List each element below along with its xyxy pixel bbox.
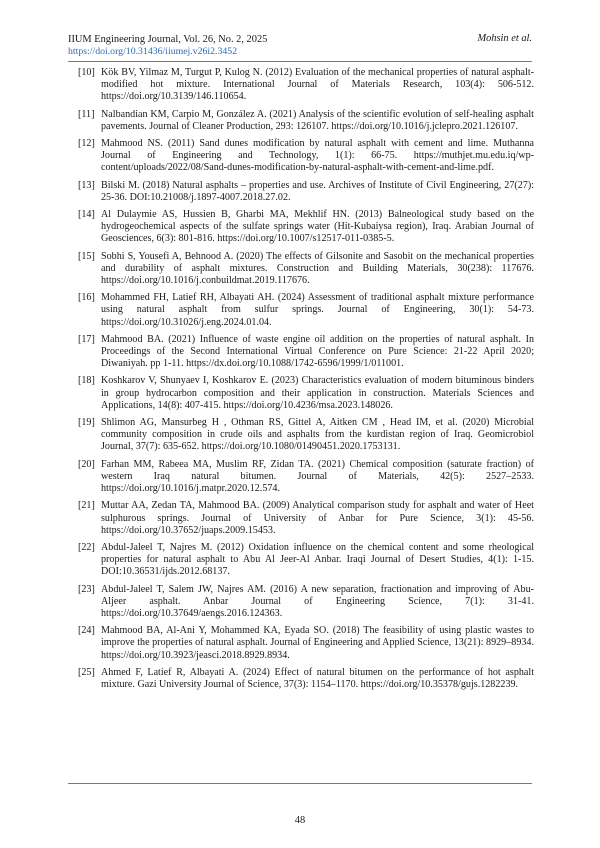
running-authors: Mohsin et al. [477,33,532,44]
reference-text: Nalbandian KM, Carpio M, González A. (2021) Analysis of the scientific evolution of self-healing asphalt pavements. Journal of Cleaner Production, 293: 126107. https://doi.org/10.1016/j.jclepro.2021.126107. [101,108,534,132]
reference-number: [19] [78,417,95,429]
reference-text: Abdul-Jaleel T, Najres M. (2012) Oxidation influence on the chemical content and some rheological properties for natural asphalt to Abu Al Jeer-Al Anbar. Iraqi Journal of Desert Studies, 4(1): 1-15. DOI:10.36531/ijds.2012.68137. [101,541,534,578]
reference-text: Bilski M. (2018) Natural asphalts – properties and use. Archives of Institute of Civil Engineering, 27(27): 25-36. DOI:10.21008/j.1897-4007.2018.27.02. [101,179,534,203]
reference-number: [24] [78,625,95,637]
doi-link[interactable]: https://doi.org/10.31436/iiumej.v26i2.3452 [68,46,238,57]
reference-item [78,209,534,246]
reference-number: [11] [78,108,95,120]
reference-item [78,584,534,621]
reference-text: Muttar AA, Zedan TA, Mahmood BA. (2009) Analytical comparison study for asphalt and water of Heet sulphurous springs. Journal of University of Anbar for Pure Science, 3(1): 45-56. https://doi.org/10.37652/juaps.2009.15453. [101,500,534,536]
reference-text: Shlimon AG, Mansurbeg H , Othman RS, Gittel A, Aitken CM , Head IM, et al. (2020) Microbial community composition in crude oils and asphalts from the kurdistan region of Iraq. Geomicrobiol Journal, 37(7): 635-652. https://doi.org/10.1080/01490451.2020.1753131. [101,417,534,453]
reference-item [78,67,534,104]
reference-text: Kök BV, Yilmaz M, Turgut P, Kulog N. (2012) Evaluation of the mechanical properties of natural asphalt-modified hot mixture. International Journal of Materials Research, 103(4): 506-512. https://doi.org/10.3139/146.110654. [101,67,534,103]
reference-number: [14] [78,209,95,221]
reference-text: Sobhi S, Yousefi A, Behnood A. (2020) The effects of Gilsonite and Sasobit on the mechanical properties and durability of asphalt mixtures. Construction and Building Materials, 30(238): 117676. https://doi.org/10.1016/j.conbuildmat.2019.117676. [101,250,534,287]
reference-item [78,625,534,662]
reference-number: [22] [78,541,95,553]
reference-text: Farhan MM, Rabeea MA, Muslim RF, Zidan TA. (2021) Chemical composition (saturate fraction) of western Iraq natural bitumen. Journal of Materials, 42(5): 2527–2533. https://doi.org/10.1016/j.matpr.2020.12.574. [101,458,534,495]
reference-number: [25] [78,666,95,678]
reference-item [78,667,534,691]
reference-item [78,417,534,454]
reference-item [78,500,534,537]
reference-item [78,138,534,175]
reference-number: [21] [78,500,95,512]
page-number: 48 [294,815,306,826]
reference-text: Ahmed F, Latief R, Albayati A. (2024) Effect of natural bitumen on the performance of hot asphalt mixture. Gazi University Journal of Science, 37(3): 1154–1170. https://doi.org/10.35378/gujs.1282239. [101,666,534,690]
footer-divider [68,783,532,784]
reference-number: [12] [78,138,95,150]
reference-item [78,251,534,288]
reference-number: [16] [78,292,95,304]
reference-item [78,334,534,371]
reference-item [78,459,534,496]
journal-citation: IIUM Engineering Journal, Vol. 26, No. 2, 2025 [68,34,268,45]
reference-item [78,375,534,412]
reference-item [78,292,534,329]
reference-text: Mahmood BA. (2021) Influence of waste engine oil addition on the properties of natural asphalt. In Proceedings of the Second International Virtual Conference on Pure Science: 21-22 April 2020; Diwaniyah. pp 1-11. https://dx.doi.org/10.1088/1742-6596/1999/1/011001. [101,333,534,370]
reference-list [78,67,534,696]
reference-number: [18] [78,375,95,387]
reference-text: Al Dulaymie AS, Hussien B, Gharbi MA, Mekhlif HN. (2013) Balneological study based on the hydrogeochemical aspects of the sulfate springs water (Hit-Kubaiysa region), Iraq. Arabian Journal of Geosciences, 6(3): 801-816. https://doi.org/10.1007/s12517-011-0385-5. [101,209,534,245]
running-header [68,33,532,58]
reference-number: [23] [78,583,95,595]
reference-text: Mahmood BA, Al-Ani Y, Mohammed KA, Eyada SO. (2018) The feasibility of using plastic wastes to improve the properties of natural asphalt. Journal of Engineering and Applied Science, 13(21): 8929–8934. https://doi.org/10.3923/jeasci.2018.8929.8934. [101,625,534,661]
reference-number: [13] [78,179,95,191]
reference-text: Mohammed FH, Latief RH, Albayati AH. (2024) Assessment of traditional asphalt mixture performance using natural asphalt from sulfur springs. Journal of Engineering, 30(1): 54-73. https://doi.org/10.31026/j.eng.2024.01.04. [101,292,534,328]
reference-number: [17] [78,333,95,345]
reference-text: Koshkarov V, Shunyaev I, Koshkarov E. (2023) Characteristics evaluation of modern bituminous binders in group hydrocarbon composition and their application in construction. Materials Sciences and Applications, 14(8): 407-415. https://doi.org/10.4236/msa.2023.148026. [101,375,534,411]
reference-number: [20] [78,458,95,470]
reference-text: Abdul-Jaleel T, Salem JW, Najres AM. (2016) A new separation, fractionation and improving of Abu- Aljeer asphalt. Anbar Journal of Engineering Science, 7(1): 31-41. https://doi.org/10.37649/aengs.2016.124363. [101,583,534,619]
reference-item [78,109,534,133]
reference-item [78,542,534,579]
reference-number: [15] [78,250,95,262]
reference-text: Mahmood NS. (2011) Sand dunes modification by natural asphalt with cement and lime. Muthanna Journal of Engineering and Technology, 1(1): 66-75. https://muthjet.mu.edu.iq/wp-content/uploads/2022/08/Sand-dunes-modification-by-natural-asphalt-with-cement-and-lime.pdf. [101,138,534,174]
reference-number: [10] [78,67,95,78]
header-divider [68,61,532,62]
reference-item [78,180,534,204]
